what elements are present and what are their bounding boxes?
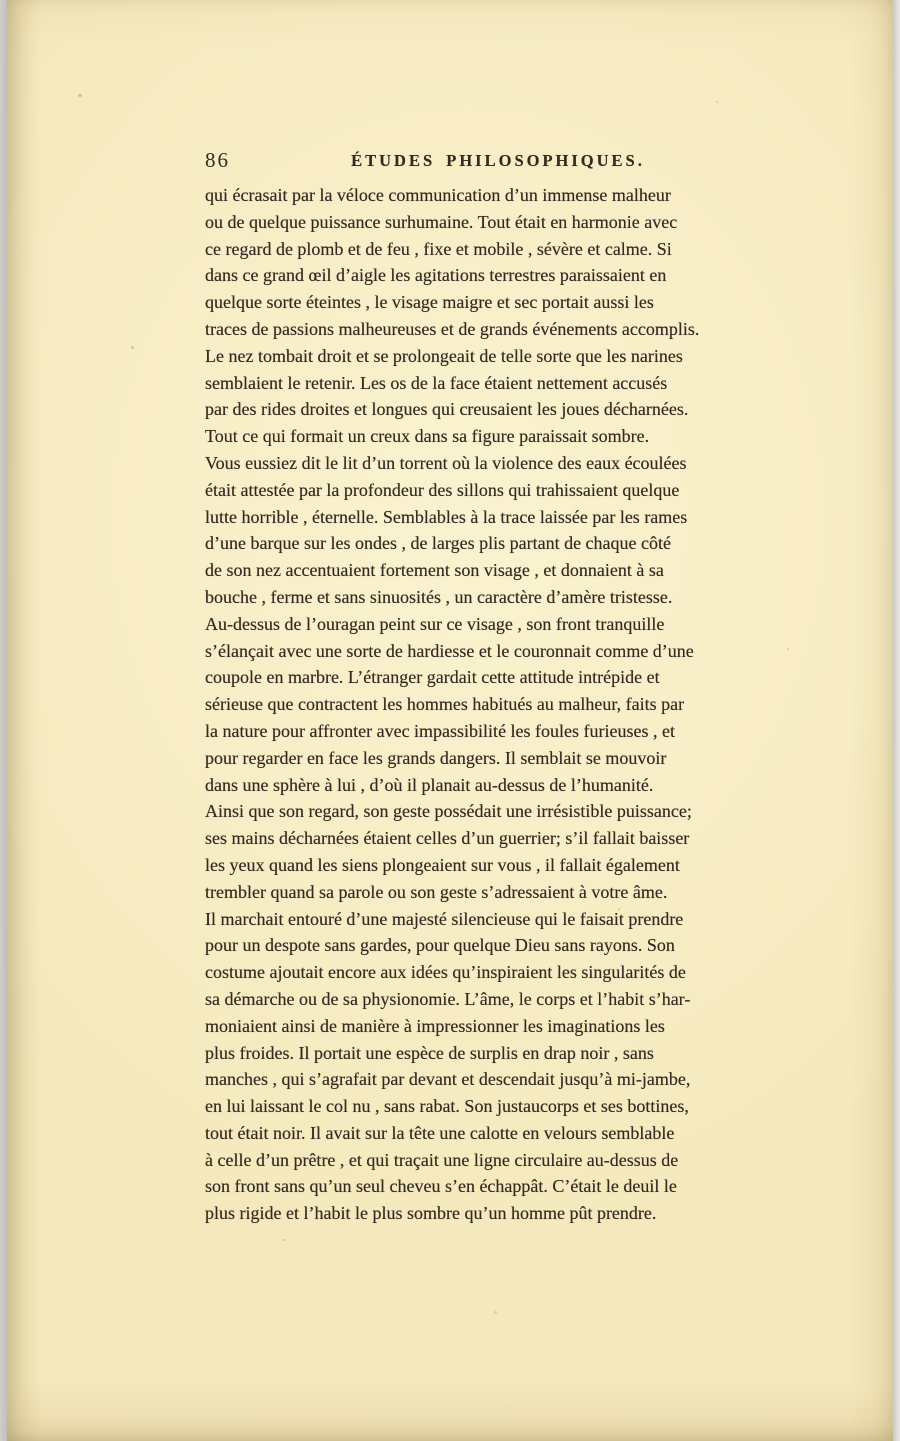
- body-text-line: pour regarder en face les grands dangers. Il semblait se mouvoir: [205, 747, 667, 768]
- body-text-line: quelque sorte éteintes , le visage maigre et sec portait aussi les: [205, 292, 654, 313]
- book-page: [7, 0, 893, 1441]
- page-number: 86: [205, 148, 230, 172]
- body-text-line: dans une sphère à lui , d’où il planait au-dessus de l’humanité.: [205, 774, 654, 795]
- body-text-line: plus froides. Il portait une espèce de surplis en drap noir , sans: [205, 1042, 654, 1063]
- body-text-line: s’élançait avec une sorte de hardiesse et le couronnait comme d’une: [205, 640, 694, 661]
- body-text-line: Le nez tombait droit et se prolongeait de telle sorte que les narines: [205, 345, 683, 366]
- body-text-line: dans ce grand œil d’aigle les agitations terrestres paraissaient en: [205, 265, 667, 286]
- body-text: [205, 182, 791, 1227]
- foxing-speck: [282, 1239, 285, 1241]
- body-text-line: pour un despote sans gardes, pour quelque Dieu sans rayons. Son: [205, 935, 675, 956]
- body-text-line: trembler quand sa parole ou son geste s’adressaient à votre âme.: [205, 881, 668, 902]
- body-text-line: moniaient ainsi de manière à impressionner les imaginations les: [205, 1015, 665, 1036]
- body-text-line: Au-dessus de l’ouragan peint sur ce visage , son front tranquille: [205, 613, 665, 634]
- body-text-line: costume ajoutait encore aux idées qu’inspiraient les singularités de: [205, 962, 686, 983]
- foxing-speck: [716, 101, 718, 103]
- body-text-line: Vous eussiez dit le lit d’un torrent où la violence des eaux écoulées: [205, 452, 687, 473]
- body-text-line: tout était noir. Il avait sur la tête une calotte en velours semblable: [205, 1122, 675, 1143]
- body-text-line: à celle d’un prêtre , et qui traçait une ligne circulaire au-dessus de: [205, 1149, 679, 1170]
- foxing-speck: [78, 94, 82, 97]
- body-text-line: lutte horrible , éternelle. Semblables à la trace laissée par les rames: [205, 506, 688, 527]
- body-text-line: son front sans qu’un seul cheveu s’en échappât. C’était le deuil le: [205, 1176, 677, 1197]
- body-text-line: semblaient le retenir. Les os de la face étaient nettement accusés: [205, 372, 668, 393]
- body-text-line: de son nez accentuaient fortement son visage , et donnaient à sa: [205, 560, 664, 581]
- body-text-line: coupole en marbre. L’étranger gardait cette attitude intrépide et: [205, 667, 660, 688]
- body-text-line: la nature pour affronter avec impassibilité les foules furieuses , et: [205, 720, 676, 741]
- body-text-line: était attestée par la profondeur des sillons qui trahissaient quelque: [205, 479, 680, 500]
- body-text-line: sa démarche ou de sa physionomie. L’âme, le corps et l’habit s’har-: [205, 988, 691, 1009]
- page-header: [205, 148, 791, 176]
- foxing-speck: [131, 346, 134, 349]
- body-text-line: Il marchait entouré d’une majesté silencieuse qui le faisait prendre: [205, 908, 684, 929]
- body-text-line: Tout ce qui formait un creux dans sa figure paraissait sombre.: [205, 426, 650, 447]
- body-text-line: ou de quelque puissance surhumaine. Tout était en harmonie avec: [205, 211, 678, 232]
- body-text-line: par des rides droites et longues qui creusaient les joues décharnées.: [205, 399, 689, 420]
- body-text-line: qui écrasait par la véloce communication d’un immense malheur: [205, 185, 671, 205]
- body-text-line: sérieuse que contractent les hommes habitués au malheur, faits par: [205, 694, 685, 715]
- running-title: ÉTUDES PHILOSOPHIQUES.: [351, 151, 645, 170]
- body-text-line: d’une barque sur les ondes , de larges plis partant de chaque côté: [205, 533, 672, 554]
- body-text-line: traces de passions malheureuses et de grands événements accomplis.: [205, 318, 700, 339]
- body-text-line: en lui laissant le col nu , sans rabat. Son justaucorps et ses bottines,: [205, 1096, 689, 1117]
- body-text-line: plus rigide et l’habit le plus sombre qu’un homme pût prendre.: [205, 1203, 657, 1224]
- body-text-line: ce regard de plomb et de feu , fixe et mobile , sévère et calme. Si: [205, 238, 672, 259]
- body-text-line: manches , qui s’agrafait par devant et descendait jusqu’à mi-jambe,: [205, 1069, 691, 1090]
- body-text-line: ses mains décharnées étaient celles d’un guerrier; s’il fallait baisser: [205, 828, 690, 849]
- body-text-line: les yeux quand les siens plongeaient sur vous , il fallait également: [205, 854, 680, 875]
- foxing-speck: [494, 1311, 497, 1314]
- body-text-line: bouche , ferme et sans sinuosités , un caractère d’amère tristesse.: [205, 586, 673, 607]
- body-text-line: Ainsi que son regard, son geste possédait une irrésistible puissance;: [205, 801, 692, 822]
